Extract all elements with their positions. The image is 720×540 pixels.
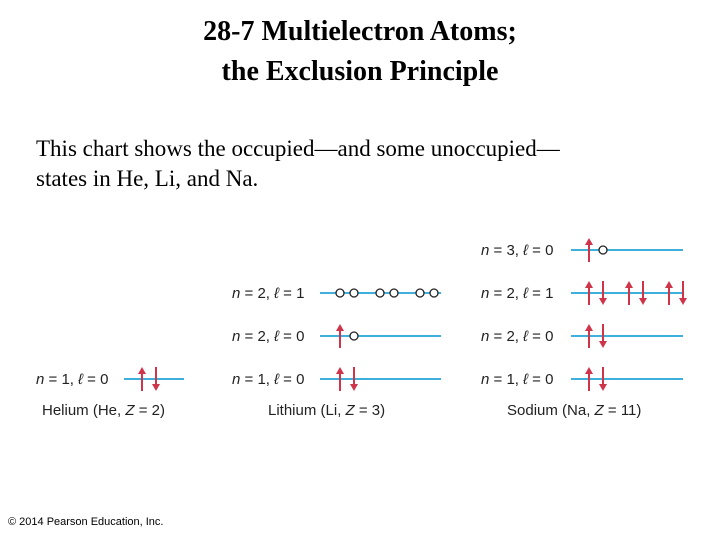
- title-line-2: the Exclusion Principle: [221, 56, 499, 87]
- atom-caption: Lithium (Li, Z = 3): [268, 402, 386, 419]
- empty-state-circle: [336, 289, 344, 297]
- energy-level-label: n = 1, ℓ = 0: [232, 371, 305, 388]
- energy-level-label: n = 1, ℓ = 0: [481, 371, 554, 388]
- empty-state-circle: [376, 289, 384, 297]
- empty-state-circle: [416, 289, 424, 297]
- copyright-notice: © 2014 Pearson Education, Inc.: [8, 516, 164, 528]
- atom-caption: Sodium (Na, Z = 11): [507, 402, 642, 419]
- empty-state-circle: [430, 289, 438, 297]
- energy-level-label: n = 2, ℓ = 1: [232, 285, 305, 302]
- energy-level-label: n = 2, ℓ = 1: [481, 285, 554, 302]
- atom-caption: Helium (He, Z = 2): [42, 402, 165, 419]
- empty-state-circle: [350, 289, 358, 297]
- title-line-1: 28-7 Multielectron Atoms;: [203, 16, 517, 47]
- empty-state-circle: [599, 246, 607, 254]
- body-text-line-1: This chart shows the occupied—and some unoccupied—: [36, 136, 560, 161]
- energy-level-label: n = 2, ℓ = 0: [232, 328, 305, 345]
- energy-level-label: n = 3, ℓ = 0: [481, 242, 554, 259]
- empty-state-circle: [350, 332, 358, 340]
- energy-level-label: n = 2, ℓ = 0: [481, 328, 554, 345]
- empty-state-circle: [390, 289, 398, 297]
- body-text-line-2: states in He, Li, and Na.: [36, 166, 259, 191]
- energy-level-label: n = 1, ℓ = 0: [36, 371, 109, 388]
